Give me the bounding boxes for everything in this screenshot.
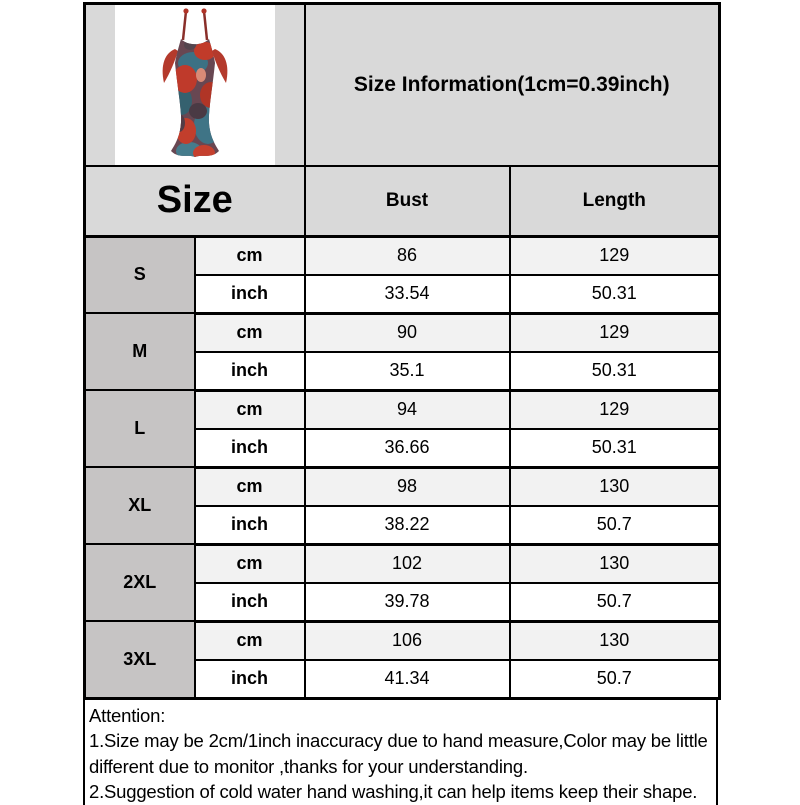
length-inch-value: 50.7: [510, 583, 720, 622]
unit-cm: cm: [195, 467, 305, 506]
unit-inch: inch: [195, 660, 305, 699]
size-label-3xl: 3XL: [85, 621, 195, 698]
size-label-xl: XL: [85, 467, 195, 544]
attention-title: Attention:: [89, 704, 166, 726]
bust-cm-value: 94: [305, 390, 510, 429]
unit-inch: inch: [195, 583, 305, 622]
unit-cm: cm: [195, 621, 305, 660]
table-row-xl-cm: [85, 467, 720, 506]
length-inch-value: 50.31: [510, 352, 720, 391]
attention-note-2: 2.Suggestion of cold water hand washing,it can help items keep their shape.: [89, 781, 698, 802]
table-row-3xl-cm: [85, 621, 720, 660]
size-information-title: Size Information(1cm=0.39inch): [305, 4, 720, 167]
size-label-2xl: 2XL: [85, 544, 195, 621]
table-row-2xl-cm: [85, 544, 720, 583]
length-inch-value: 50.7: [510, 660, 720, 699]
size-table: [83, 2, 721, 700]
size-label-l: L: [85, 390, 195, 467]
unit-inch: inch: [195, 275, 305, 314]
table-row-image-header: [85, 4, 720, 167]
attention-note-1-cont: different due to monitor ,thanks for your understanding.: [89, 755, 528, 777]
unit-inch: inch: [195, 352, 305, 391]
bust-cm-value: 98: [305, 467, 510, 506]
length-cm-value: 129: [510, 236, 720, 275]
size-label-m: M: [85, 313, 195, 390]
length-cm-value: 130: [510, 467, 720, 506]
unit-cm: cm: [195, 544, 305, 583]
dress-strap-right: [204, 11, 207, 40]
size-chart-sheet: [83, 2, 718, 805]
strap-knot-left: [183, 8, 188, 13]
bust-inch-value: 41.34: [305, 660, 510, 699]
length-cm-value: 129: [510, 313, 720, 352]
unit-inch: inch: [195, 429, 305, 468]
bust-cm-value: 86: [305, 236, 510, 275]
product-image-cell: [85, 4, 305, 167]
dress-strap-left: [183, 11, 186, 40]
attention-box: [83, 698, 718, 805]
length-cm-value: 130: [510, 621, 720, 660]
table-row-m-cm: [85, 313, 720, 352]
attention-note-1: 1.Size may be 2cm/1inch inaccuracy due to hand measure,Color may be little: [89, 730, 708, 751]
bust-cm-value: 106: [305, 621, 510, 660]
product-photo: [115, 5, 275, 165]
bust-cm-value: 90: [305, 313, 510, 352]
size-label-s: S: [85, 236, 195, 313]
dress-image: [115, 5, 275, 165]
table-row-s-cm: [85, 236, 720, 275]
table-header-row: [85, 166, 720, 236]
bust-inch-value: 39.78: [305, 583, 510, 622]
table-row-l-cm: [85, 390, 720, 429]
bust-cm-value: 102: [305, 544, 510, 583]
length-column-header: Length: [510, 166, 720, 236]
bust-inch-value: 35.1: [305, 352, 510, 391]
length-inch-value: 50.31: [510, 275, 720, 314]
bust-inch-value: 33.54: [305, 275, 510, 314]
unit-cm: cm: [195, 390, 305, 429]
bust-inch-value: 38.22: [305, 506, 510, 545]
bust-inch-value: 36.66: [305, 429, 510, 468]
unit-cm: cm: [195, 313, 305, 352]
unit-inch: inch: [195, 506, 305, 545]
strap-knot-right: [201, 8, 206, 13]
length-inch-value: 50.7: [510, 506, 720, 545]
length-cm-value: 129: [510, 390, 720, 429]
unit-cm: cm: [195, 236, 305, 275]
length-inch-value: 50.31: [510, 429, 720, 468]
length-cm-value: 130: [510, 544, 720, 583]
size-column-header: Size: [85, 166, 305, 236]
bust-column-header: Bust: [305, 166, 510, 236]
